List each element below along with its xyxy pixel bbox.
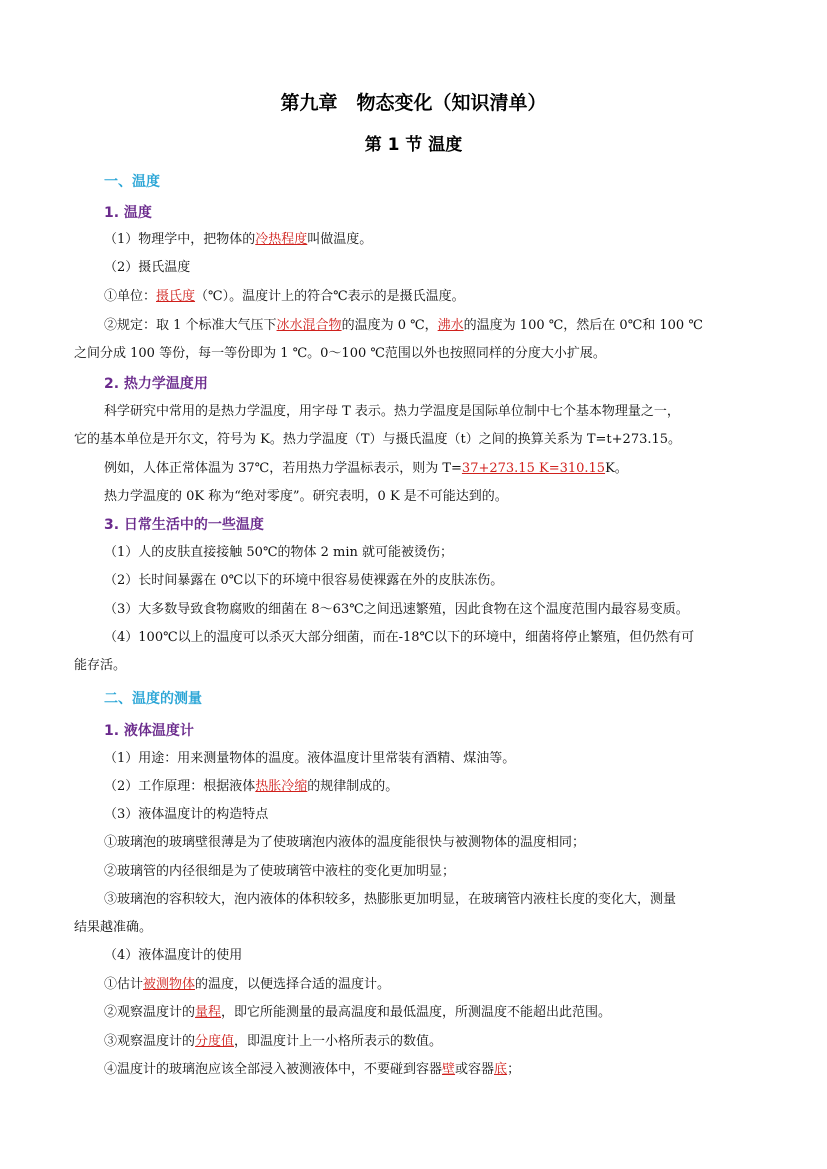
paragraph: （1）用途：用来测量物体的温度。液体温度计里常装有酒精、煤油等。	[104, 751, 516, 766]
heading-temperature: 一、温度	[104, 174, 160, 190]
paragraph: （1）人的皮肤直接接触 50℃的物体 2 min 就可能被烫伤；	[104, 545, 454, 560]
paragraph: ②观察温度计的量程，即它所能测量的最高温度和最低温度，所测温度不能超出此范围。	[104, 1005, 612, 1020]
paragraph: ①玻璃泡的玻璃壁很薄是为了使玻璃泡内液体的温度能很快与被测物体的温度相同；	[104, 835, 586, 850]
paragraph: 科学研究中常用的是热力学温度，用字母 T 表示。热力学温度是国际单位制中七个基本物理量之一，	[104, 404, 680, 419]
answer-blank: 沸水	[437, 318, 464, 333]
paragraph: （2）摄氏温度	[104, 260, 191, 275]
paragraph: ①单位：摄氏度（℃）。温度计上的符合℃表示的是摄氏温度。	[104, 289, 465, 304]
paragraph: ②玻璃管的内径很细是为了使玻璃管中液柱的变化更加明显；	[104, 864, 456, 879]
paragraph: 例如，人体正常体温为 37℃，若用热力学温标表示，则为 T=37+273.15 K=310.15K。	[104, 461, 628, 476]
paragraph: （4）100℃以上的温度可以杀灭大部分细菌，而在-18℃以下的环境中，细菌将停止繁殖，但仍然有可	[104, 630, 695, 645]
subheading-daily-temperatures: 3. 日常生活中的一些温度	[104, 517, 264, 533]
paragraph: ②规定：取 1 个标准大气压下冰水混合物的温度为 0 ℃，沸水的温度为 100 ℃，然后在 0℃和 100 ℃	[104, 318, 703, 333]
answer-blank: 37+273.15 K=310.15	[461, 461, 606, 476]
answer-blank: 分度值	[195, 1034, 235, 1049]
paragraph: （3）液体温度计的构造特点	[104, 807, 269, 822]
answer-blank: 底	[494, 1062, 508, 1077]
subheading-thermodynamic: 2. 热力学温度用	[104, 376, 208, 392]
paragraph: （4）液体温度计的使用	[104, 948, 243, 963]
answer-blank: 热胀冷缩	[255, 779, 308, 794]
paragraph: （3）大多数导致食物腐败的细菌在 8～63℃之间迅速繁殖，因此食物在这个温度范围内最容易变质。	[104, 602, 689, 617]
paragraph: 它的基本单位是开尔文，符号为 K。热力学温度（T）与摄氏温度（t）之间的换算关系为 T=t+273.15。	[74, 432, 682, 447]
paragraph: （1）物理学中，把物体的冷热程度叫做温度。	[104, 232, 373, 247]
chapter-title: 第九章 物态变化（知识清单）	[280, 92, 547, 114]
paragraph: ①估计被测物体的温度，以便选择合适的温度计。	[104, 977, 391, 992]
answer-blank: 冰水混合物	[276, 318, 342, 333]
paragraph: 能存活。	[74, 658, 127, 673]
subheading-temperature: 1. 温度	[104, 205, 152, 221]
answer-blank: 壁	[442, 1062, 456, 1077]
heading-measurement: 二、温度的测量	[104, 691, 202, 707]
section-title: 第 1 节 温度	[364, 135, 463, 155]
paragraph: ③观察温度计的分度值，即温度计上一小格所表示的数值。	[104, 1034, 443, 1049]
paragraph: ③玻璃泡的容积较大，泡内液体的体积较多，热膨胀更加明显，在玻璃管内液柱长度的变化大，测量	[104, 892, 677, 907]
paragraph: 之间分成 100 等份，每一等份即为 1 ℃。0～100 ℃范围以外也按照同样的分度大小扩展。	[74, 346, 606, 361]
subheading-liquid-thermometer: 1. 液体温度计	[104, 723, 194, 739]
paragraph: 热力学温度的 0K 称为“绝对零度”。研究表明，0 K 是不可能达到的。	[104, 489, 508, 504]
answer-blank: 被测物体	[143, 977, 196, 992]
paragraph: （2）长时间暴露在 0℃以下的环境中很容易使裸露在外的皮肤冻伤。	[104, 573, 504, 588]
paragraph: ④温度计的玻璃泡应该全部浸入被测液体中，不要碰到容器壁或容器底；	[104, 1062, 521, 1077]
answer-blank: 摄氏度	[156, 289, 196, 304]
answer-blank: 冷热程度	[255, 232, 308, 247]
paragraph: 结果越准确。	[74, 920, 153, 935]
answer-blank: 量程	[195, 1005, 222, 1020]
paragraph: （2）工作原理：根据液体热胀冷缩的规律制成的。	[104, 779, 399, 794]
